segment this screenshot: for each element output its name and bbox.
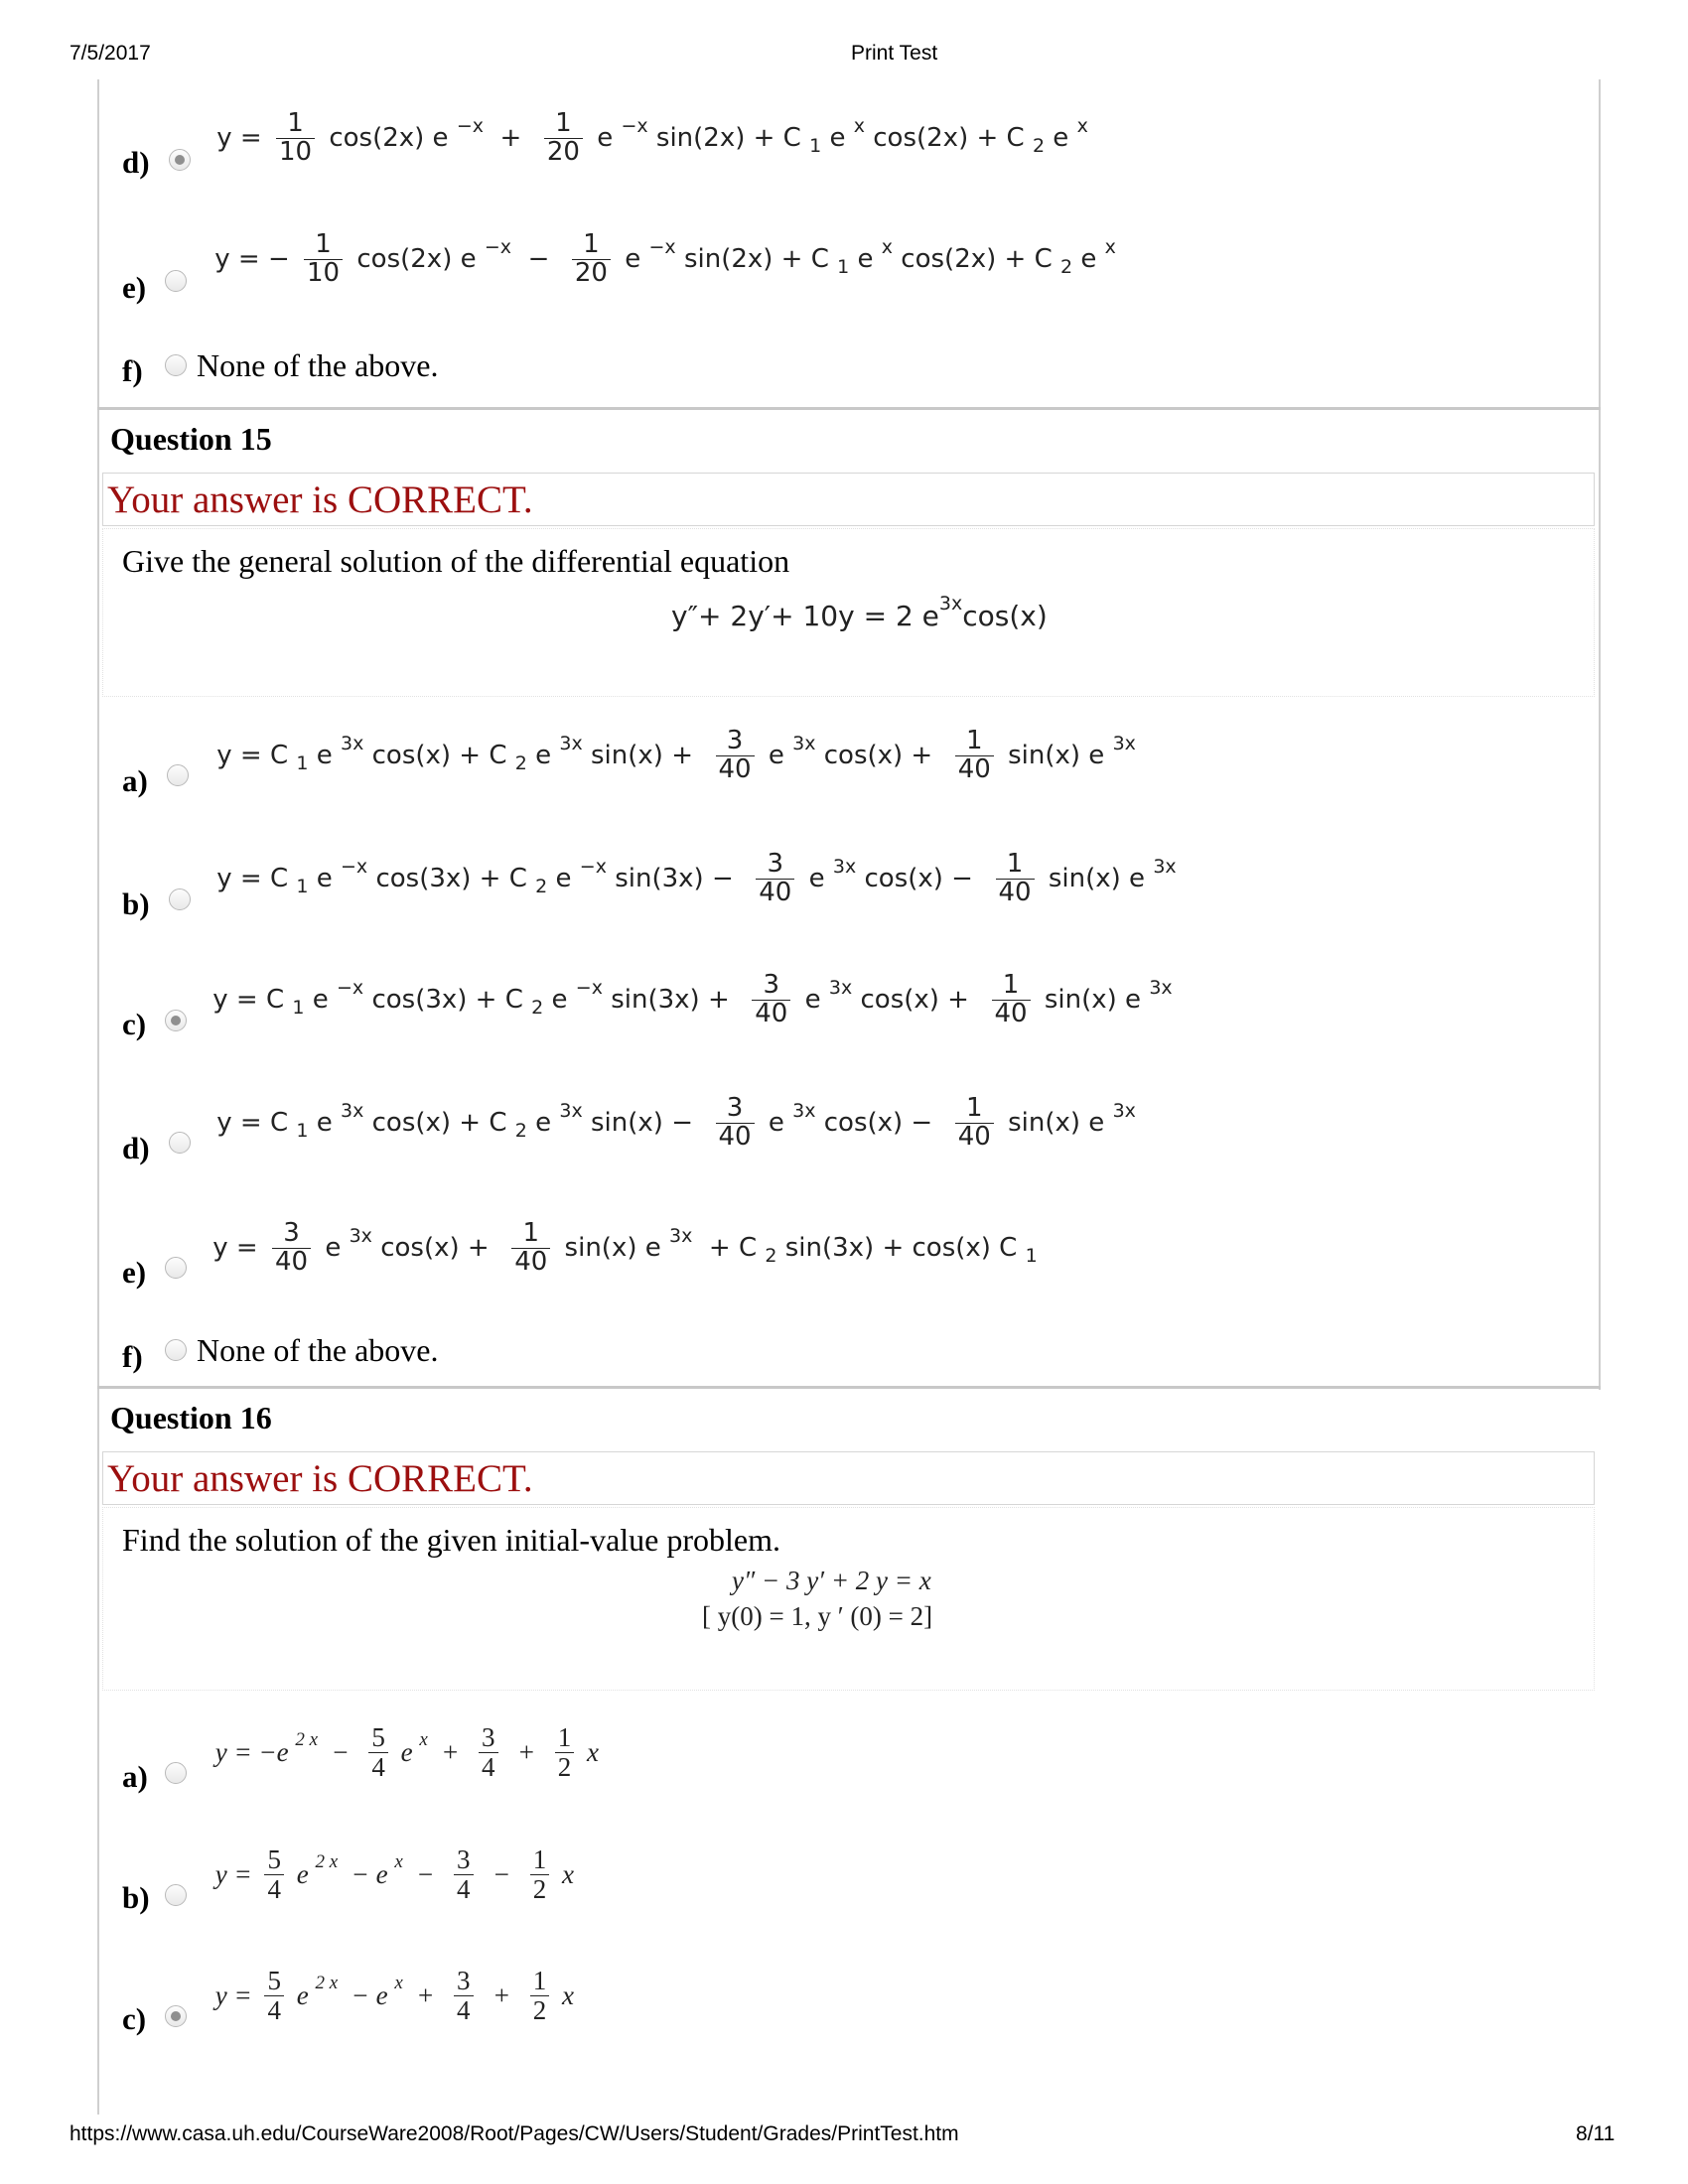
differential-equation <box>671 591 1048 640</box>
math-term: − e <box>338 1979 395 2010</box>
option-radio[interactable] <box>169 888 191 910</box>
numerator: 3 <box>767 849 784 880</box>
question-prompt: Give the general solution of the differential equation <box>122 543 790 579</box>
math-term: sin(x) + <box>582 741 710 770</box>
fraction <box>479 1723 498 1781</box>
result-box <box>102 1451 1595 1505</box>
math-term: y = C <box>209 1108 297 1138</box>
math-term: sin(2x) + C <box>647 123 810 153</box>
math-term: y = − <box>207 244 299 274</box>
numerator: 3 <box>482 1722 495 1753</box>
option-text: None of the above. <box>197 347 439 383</box>
math-term: e <box>616 244 649 274</box>
math-term: y = C <box>209 864 297 893</box>
math-term: e <box>796 985 829 1015</box>
math-superscript: −x <box>579 856 607 878</box>
denominator: 10 <box>276 138 315 166</box>
numerator: 1 <box>532 1966 547 1996</box>
math-term: e <box>760 1108 793 1138</box>
denominator: 20 <box>572 259 611 287</box>
math-superscript: x <box>394 1973 403 1993</box>
math-subscript: 1 <box>296 876 309 897</box>
math-superscript: 3x <box>1149 977 1173 999</box>
denominator: 40 <box>716 755 755 783</box>
math-subscript: 1 <box>809 135 822 157</box>
math-term: e <box>304 985 338 1015</box>
math-term: e <box>308 864 342 893</box>
math-subscript: 1 <box>837 256 850 278</box>
math-term: e <box>393 1736 420 1767</box>
option-letter: b) <box>122 887 150 921</box>
math-superscript: 3x <box>792 1100 816 1122</box>
math-term: y = <box>205 1233 266 1263</box>
math-subscript: 1 <box>296 1120 309 1142</box>
fraction <box>544 110 583 166</box>
math-superscript: 3x <box>1153 856 1177 878</box>
question-heading: Question 16 <box>110 1400 272 1435</box>
numerator: 1 <box>555 108 572 139</box>
fraction <box>511 1220 550 1276</box>
denominator: 20 <box>544 138 583 166</box>
math-term: − e <box>338 1858 395 1889</box>
math-superscript: 3x <box>349 1225 372 1247</box>
option-radio[interactable] <box>165 1884 187 1906</box>
math-term: e <box>308 741 342 770</box>
math-term: cos(x) + C <box>363 741 515 770</box>
option-math <box>209 1842 581 1907</box>
denominator: 4 <box>368 1752 388 1781</box>
option-letter: f) <box>122 1339 143 1374</box>
math-superscript: 3x <box>341 733 364 754</box>
page-number: 8/11 <box>1576 2122 1616 2145</box>
option-letter: a) <box>122 1759 148 1794</box>
math-term: y = C <box>205 985 293 1015</box>
math-term: e <box>588 123 622 153</box>
math-superscript: 3x <box>1112 1100 1136 1122</box>
math-term: − <box>318 1736 363 1767</box>
math-term: sin(3x) + <box>602 985 747 1015</box>
option-math <box>209 105 1088 171</box>
math-subscript: 2 <box>1060 256 1073 278</box>
fraction <box>572 231 611 287</box>
math-term: e <box>526 1108 560 1138</box>
math-superscript: 3x <box>559 733 583 754</box>
option-math <box>209 1963 581 2028</box>
denominator: 2 <box>530 1995 550 2024</box>
math-term: e <box>526 741 560 770</box>
math-term: + <box>479 1979 524 2010</box>
math-subscript: 2 <box>765 1245 777 1267</box>
option-math <box>205 1215 1038 1281</box>
option-math <box>209 1719 606 1785</box>
math-term: e <box>547 864 580 893</box>
numerator: 1 <box>583 229 600 260</box>
fraction <box>752 972 790 1027</box>
math-term: cos(2x) + C <box>893 244 1060 274</box>
denominator: 4 <box>264 1874 284 1903</box>
fraction <box>276 110 315 166</box>
numerator: 1 <box>315 229 332 260</box>
math-term: sin(x) e <box>1040 864 1154 893</box>
math-term: e <box>800 864 833 893</box>
math-term: x <box>555 1858 581 1889</box>
denominator: 40 <box>272 1248 311 1276</box>
math-superscript: 2 x <box>315 1851 339 1872</box>
prompt-box <box>102 1507 1595 1691</box>
fraction <box>716 728 755 783</box>
numerator: 1 <box>532 1844 547 1875</box>
option-letter: b) <box>122 1880 150 1915</box>
option-letter: f) <box>122 353 143 388</box>
math-superscript: −x <box>337 977 364 999</box>
option-letter: e) <box>122 1255 147 1290</box>
option-math <box>207 226 1116 292</box>
denominator: 40 <box>992 1000 1031 1027</box>
option-radio[interactable] <box>167 764 189 786</box>
math-term: y = <box>209 1858 259 1889</box>
math-term: sin(x) − <box>582 1108 710 1138</box>
page-frame-right <box>1599 79 1601 1390</box>
math-term: y = −e <box>209 1736 296 1767</box>
option-radio[interactable] <box>165 354 187 376</box>
math-superscript: −x <box>648 236 676 258</box>
fraction <box>716 1095 755 1151</box>
fraction <box>304 231 343 287</box>
numerator: 3 <box>457 1844 471 1875</box>
denominator: 40 <box>756 879 794 906</box>
math-term: e <box>1072 244 1105 274</box>
math-term: e <box>289 1979 316 2010</box>
fraction <box>264 1967 284 2024</box>
denominator: 4 <box>454 1995 474 2024</box>
numerator: 5 <box>371 1722 385 1753</box>
fraction <box>992 972 1031 1027</box>
math-term: + <box>427 1736 473 1767</box>
math-term: + <box>503 1736 549 1767</box>
denominator: 40 <box>511 1248 550 1276</box>
math-term: + <box>484 123 538 153</box>
math-term: sin(x) e <box>556 1233 670 1263</box>
numerator: 1 <box>1006 849 1024 880</box>
math-superscript: −x <box>575 977 603 999</box>
math-subscript: 1 <box>1025 1245 1038 1267</box>
math-subscript: 2 <box>535 876 548 897</box>
numerator: 1 <box>557 1722 572 1753</box>
denominator: 40 <box>752 1000 790 1027</box>
math-superscript: 3x <box>792 733 816 754</box>
fraction <box>454 1845 474 1903</box>
numerator: 1 <box>966 726 983 756</box>
math-term: e <box>289 1858 316 1889</box>
denominator: 40 <box>996 879 1035 906</box>
numerator: 1 <box>966 1093 983 1124</box>
math-term: cos(2x) e <box>349 244 485 274</box>
option-math <box>209 723 1136 788</box>
question-separator <box>97 1386 1601 1389</box>
option-radio[interactable] <box>169 1132 191 1154</box>
option-math <box>209 1090 1136 1156</box>
numerator: 3 <box>763 970 780 1001</box>
math-superscript: −x <box>456 115 484 137</box>
denominator: 10 <box>304 259 343 287</box>
print-date: 7/5/2017 <box>70 42 151 65</box>
math-superscript: x <box>1104 236 1116 258</box>
equation-rhs: cos(x) <box>962 599 1048 632</box>
result-box <box>102 473 1595 526</box>
option-math <box>209 846 1177 911</box>
option-letter: a) <box>122 763 148 798</box>
math-superscript: 2 x <box>295 1729 319 1750</box>
denominator: 4 <box>479 1752 498 1781</box>
math-superscript: x <box>881 236 894 258</box>
math-term: cos(3x) + C <box>367 864 536 893</box>
option-letter: d) <box>122 1131 150 1165</box>
math-term: e <box>1045 123 1077 153</box>
math-term: e <box>317 1233 350 1263</box>
math-term: cos(x) + <box>371 1233 506 1263</box>
math-subscript: 2 <box>531 997 544 1019</box>
math-term: sin(3x) + cos(x) C <box>776 1233 1026 1263</box>
question-prompt: Find the solution of the given initial-value problem. <box>122 1522 780 1558</box>
numerator: 3 <box>726 1093 744 1124</box>
math-term: cos(x) + <box>852 985 986 1015</box>
option-radio[interactable] <box>165 1762 187 1784</box>
math-superscript: −x <box>341 856 368 878</box>
math-superscript: x <box>1076 115 1088 137</box>
math-superscript: x <box>394 1851 403 1872</box>
math-term: e <box>849 244 882 274</box>
math-subscript: 1 <box>296 752 309 774</box>
math-superscript: 2 x <box>315 1973 339 1993</box>
fraction <box>264 1845 284 1903</box>
ivp-conditions: [ y(0) = 1, y ′ (0) = 2] <box>702 1600 933 1631</box>
numerator: 3 <box>726 726 744 756</box>
numerator: 5 <box>267 1844 281 1875</box>
option-letter: c) <box>122 2001 147 2036</box>
option-radio[interactable] <box>165 1339 187 1361</box>
math-term: e <box>821 123 854 153</box>
footer-url: https://www.casa.uh.edu/CourseWare2008/Root/Pages/CW/Users/Student/Grades/PrintTest.htm <box>70 2122 959 2145</box>
denominator: 2 <box>555 1752 575 1781</box>
math-term: e <box>760 741 793 770</box>
math-superscript: x <box>853 115 865 137</box>
math-term: e <box>308 1108 342 1138</box>
math-term: + <box>402 1979 449 2010</box>
math-term: − <box>402 1858 449 1889</box>
math-superscript: 3x <box>669 1225 693 1247</box>
print-title: Print Test <box>851 42 938 65</box>
math-term: sin(x) e <box>1036 985 1150 1015</box>
math-subscript: 2 <box>1032 135 1046 157</box>
option-radio[interactable] <box>165 1010 187 1031</box>
question-separator <box>97 407 1601 410</box>
option-letter: d) <box>122 145 150 180</box>
fraction <box>555 1723 575 1781</box>
fraction <box>368 1723 388 1781</box>
denominator: 4 <box>454 1874 474 1903</box>
math-term: cos(x) + C <box>363 1108 515 1138</box>
fraction <box>530 1967 550 2024</box>
question-heading: Question 15 <box>110 421 272 457</box>
math-superscript: x <box>419 1729 428 1750</box>
math-term: sin(2x) + C <box>675 244 838 274</box>
math-superscript: 3x <box>341 1100 364 1122</box>
numerator: 3 <box>283 1218 300 1249</box>
math-subscript: 2 <box>514 752 527 774</box>
equation-lhs: y″+ 2y′+ 10y = 2 e <box>671 599 939 632</box>
denominator: 40 <box>955 1123 994 1151</box>
math-term: sin(3x) − <box>606 864 751 893</box>
math-superscript: −x <box>621 115 648 137</box>
ivp-equation: y″ − 3 y′ + 2 y = x <box>732 1565 931 1595</box>
math-superscript: −x <box>484 236 512 258</box>
option-radio[interactable] <box>169 149 191 171</box>
fraction <box>996 851 1035 906</box>
fraction <box>955 1095 994 1151</box>
option-text: None of the above. <box>197 1332 439 1368</box>
option-letter: c) <box>122 1007 147 1041</box>
math-term: cos(x) + <box>815 741 949 770</box>
math-superscript: 3x <box>832 856 857 878</box>
math-term: y = C <box>209 741 297 770</box>
denominator: 2 <box>530 1874 550 1903</box>
math-superscript: 3x <box>1112 733 1136 754</box>
option-radio[interactable] <box>165 270 187 292</box>
numerator: 5 <box>267 1966 281 1996</box>
math-term: cos(x) − <box>856 864 990 893</box>
fraction <box>454 1967 474 2024</box>
denominator: 4 <box>264 1995 284 2024</box>
math-term: sin(x) e <box>999 741 1113 770</box>
math-term: + C <box>692 1233 766 1263</box>
math-term: cos(2x) + C <box>864 123 1033 153</box>
result-text: Your answer is CORRECT. <box>107 478 533 521</box>
fraction <box>756 851 794 906</box>
math-term: − <box>479 1858 524 1889</box>
option-radio[interactable] <box>165 1257 187 1279</box>
numerator: 1 <box>1002 970 1020 1001</box>
math-subscript: 1 <box>292 997 305 1019</box>
option-radio[interactable] <box>165 2005 187 2027</box>
result-text: Your answer is CORRECT. <box>107 1457 533 1500</box>
fraction <box>272 1220 311 1276</box>
math-term: y = <box>209 1979 259 2010</box>
math-term: cos(3x) + C <box>363 985 532 1015</box>
math-superscript: 3x <box>828 977 853 999</box>
math-subscript: 2 <box>514 1120 527 1142</box>
numerator: 3 <box>457 1966 471 1996</box>
numerator: 1 <box>287 108 304 139</box>
math-term: x <box>555 1979 581 2010</box>
math-term: e <box>543 985 576 1015</box>
math-term: y = <box>209 123 270 153</box>
denominator: 40 <box>716 1123 755 1151</box>
fraction <box>955 728 994 783</box>
page-frame-left <box>97 79 99 2115</box>
math-term: cos(x) − <box>815 1108 949 1138</box>
prompt-box <box>102 528 1595 697</box>
option-letter: e) <box>122 270 147 305</box>
math-term: x <box>580 1736 606 1767</box>
math-term: − <box>511 244 566 274</box>
denominator: 40 <box>955 755 994 783</box>
math-term: sin(x) e <box>999 1108 1113 1138</box>
math-term: cos(2x) e <box>321 123 457 153</box>
equation-exponent: 3x <box>938 593 963 614</box>
numerator: 1 <box>522 1218 540 1249</box>
option-math <box>205 967 1173 1032</box>
fraction <box>530 1845 550 1903</box>
math-superscript: 3x <box>559 1100 583 1122</box>
